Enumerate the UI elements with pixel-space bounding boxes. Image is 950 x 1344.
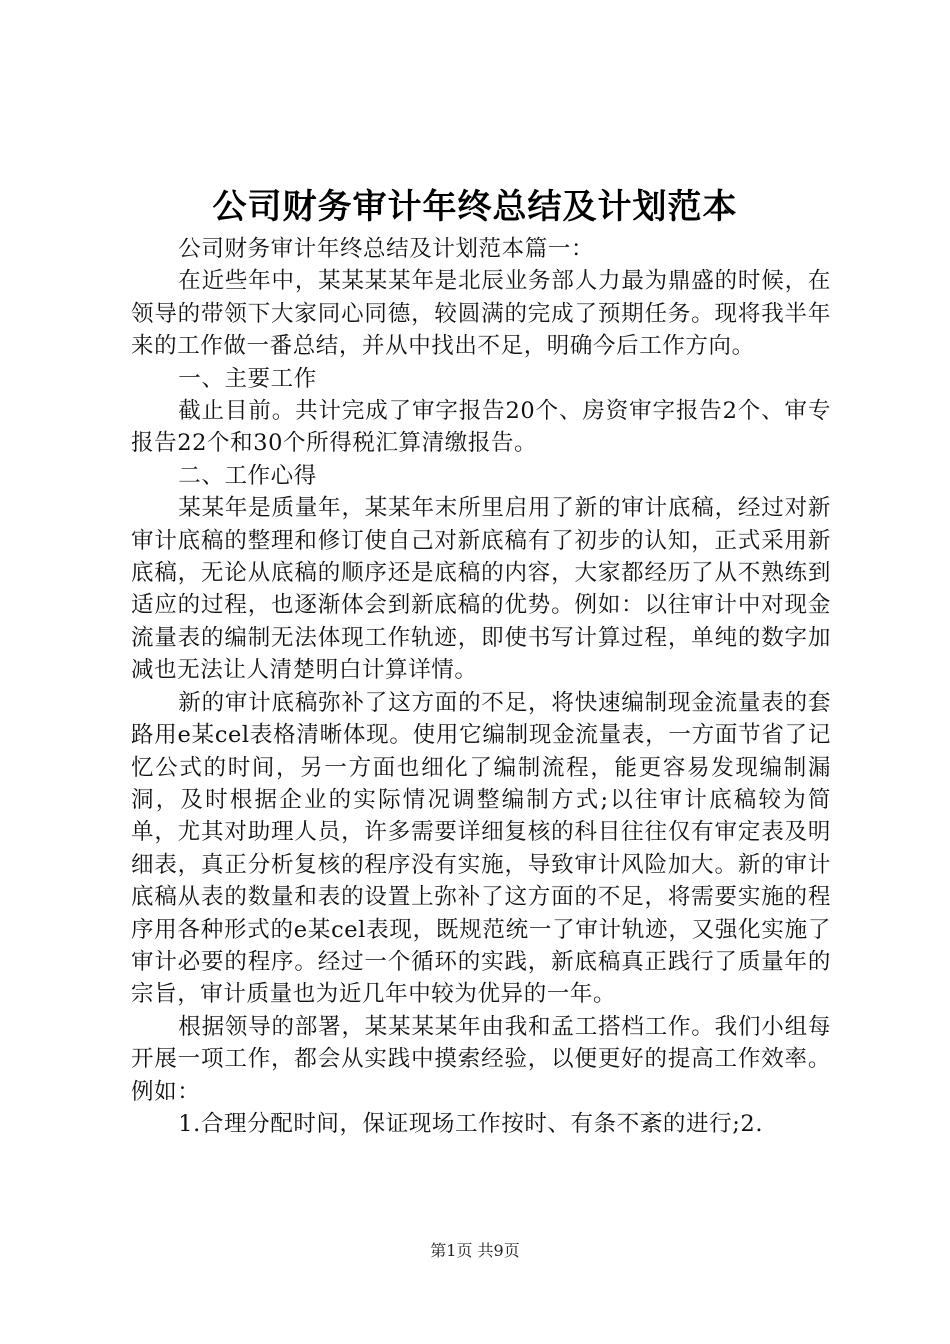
document-title: 公司财务审计年终总结及计划范本: [212, 187, 738, 227]
paragraph: 新的审计底稿弥补了这方面的不足，将快速编制现金流量表的套路用e某cel表格清晰体现。使用它编制现金流量表，一方面节省了记忆公式的时间，另一方面也细化了编制流程，能更容易发现编制漏洞，及时根据企业的实际情况调整编制方式;以往审计底稿较为简单，尤其对助理人员，许多需要详细复核的科目往往仅有审定表及明细表，真正分析复核的程序没有实施，导致审计风险加大。新的审计底稿从表的数量和表的设置上弥补了这方面的不足，将需要实施的程序用各种形式的e某cel表现，既规范统一了审计轨迹，又强化实施了审计必要的程序。经过一个循环的实践，新底稿真正践行了质量年的宗旨，审计质量也为近几年中较为优异的一年。: [131, 689, 831, 1008]
section-heading-work-insights: 二、工作心得: [178, 462, 317, 489]
paragraph: 某某年是质量年，某某年末所里启用了新的审计底稿，经过对新审计底稿的整理和修订使自己对新底稿有了初步的认知，正式采用新底稿，无论从底稿的顺序还是底稿的内容，大家都经历了从不熟练到适应的过程，也逐渐体会到新底稿的优势。例如：以往审计中对现金流量表的编制无法体现工作轨迹，即使书写计算过程，单纯的数字加减也无法让人清楚明白计算详情。: [131, 495, 831, 684]
paragraph-intro: 公司财务审计年终总结及计划范本篇一：: [178, 236, 595, 262]
paragraph: 根据领导的部署，某某某某年由我和孟工搭档工作。我们小组每开展一项工作，都会从实践中摸索经验，以便更好的提高工作效率。例如：: [131, 1013, 831, 1105]
document-body: [131, 233, 831, 1140]
paragraph: 1.合理分配时间，保证现场工作按时、有条不紊的进行;2.: [178, 1110, 764, 1137]
section-heading-main-work: 一、主要工作: [178, 365, 317, 392]
paragraph: 在近些年中，某某某某年是北辰业务部人力最为鼎盛的时候，在领导的带领下大家同心同德，较圆满的完成了预期任务。现将我半年来的工作做一番总结，并从中找出不足，明确今后工作方向。: [131, 268, 831, 360]
page-footer: 第1页 共9页: [430, 1241, 520, 1260]
paragraph: 截止目前。共计完成了审字报告20个、房资审字报告2个、审专报告22个和30个所得税汇算清缴报告。: [131, 398, 831, 457]
